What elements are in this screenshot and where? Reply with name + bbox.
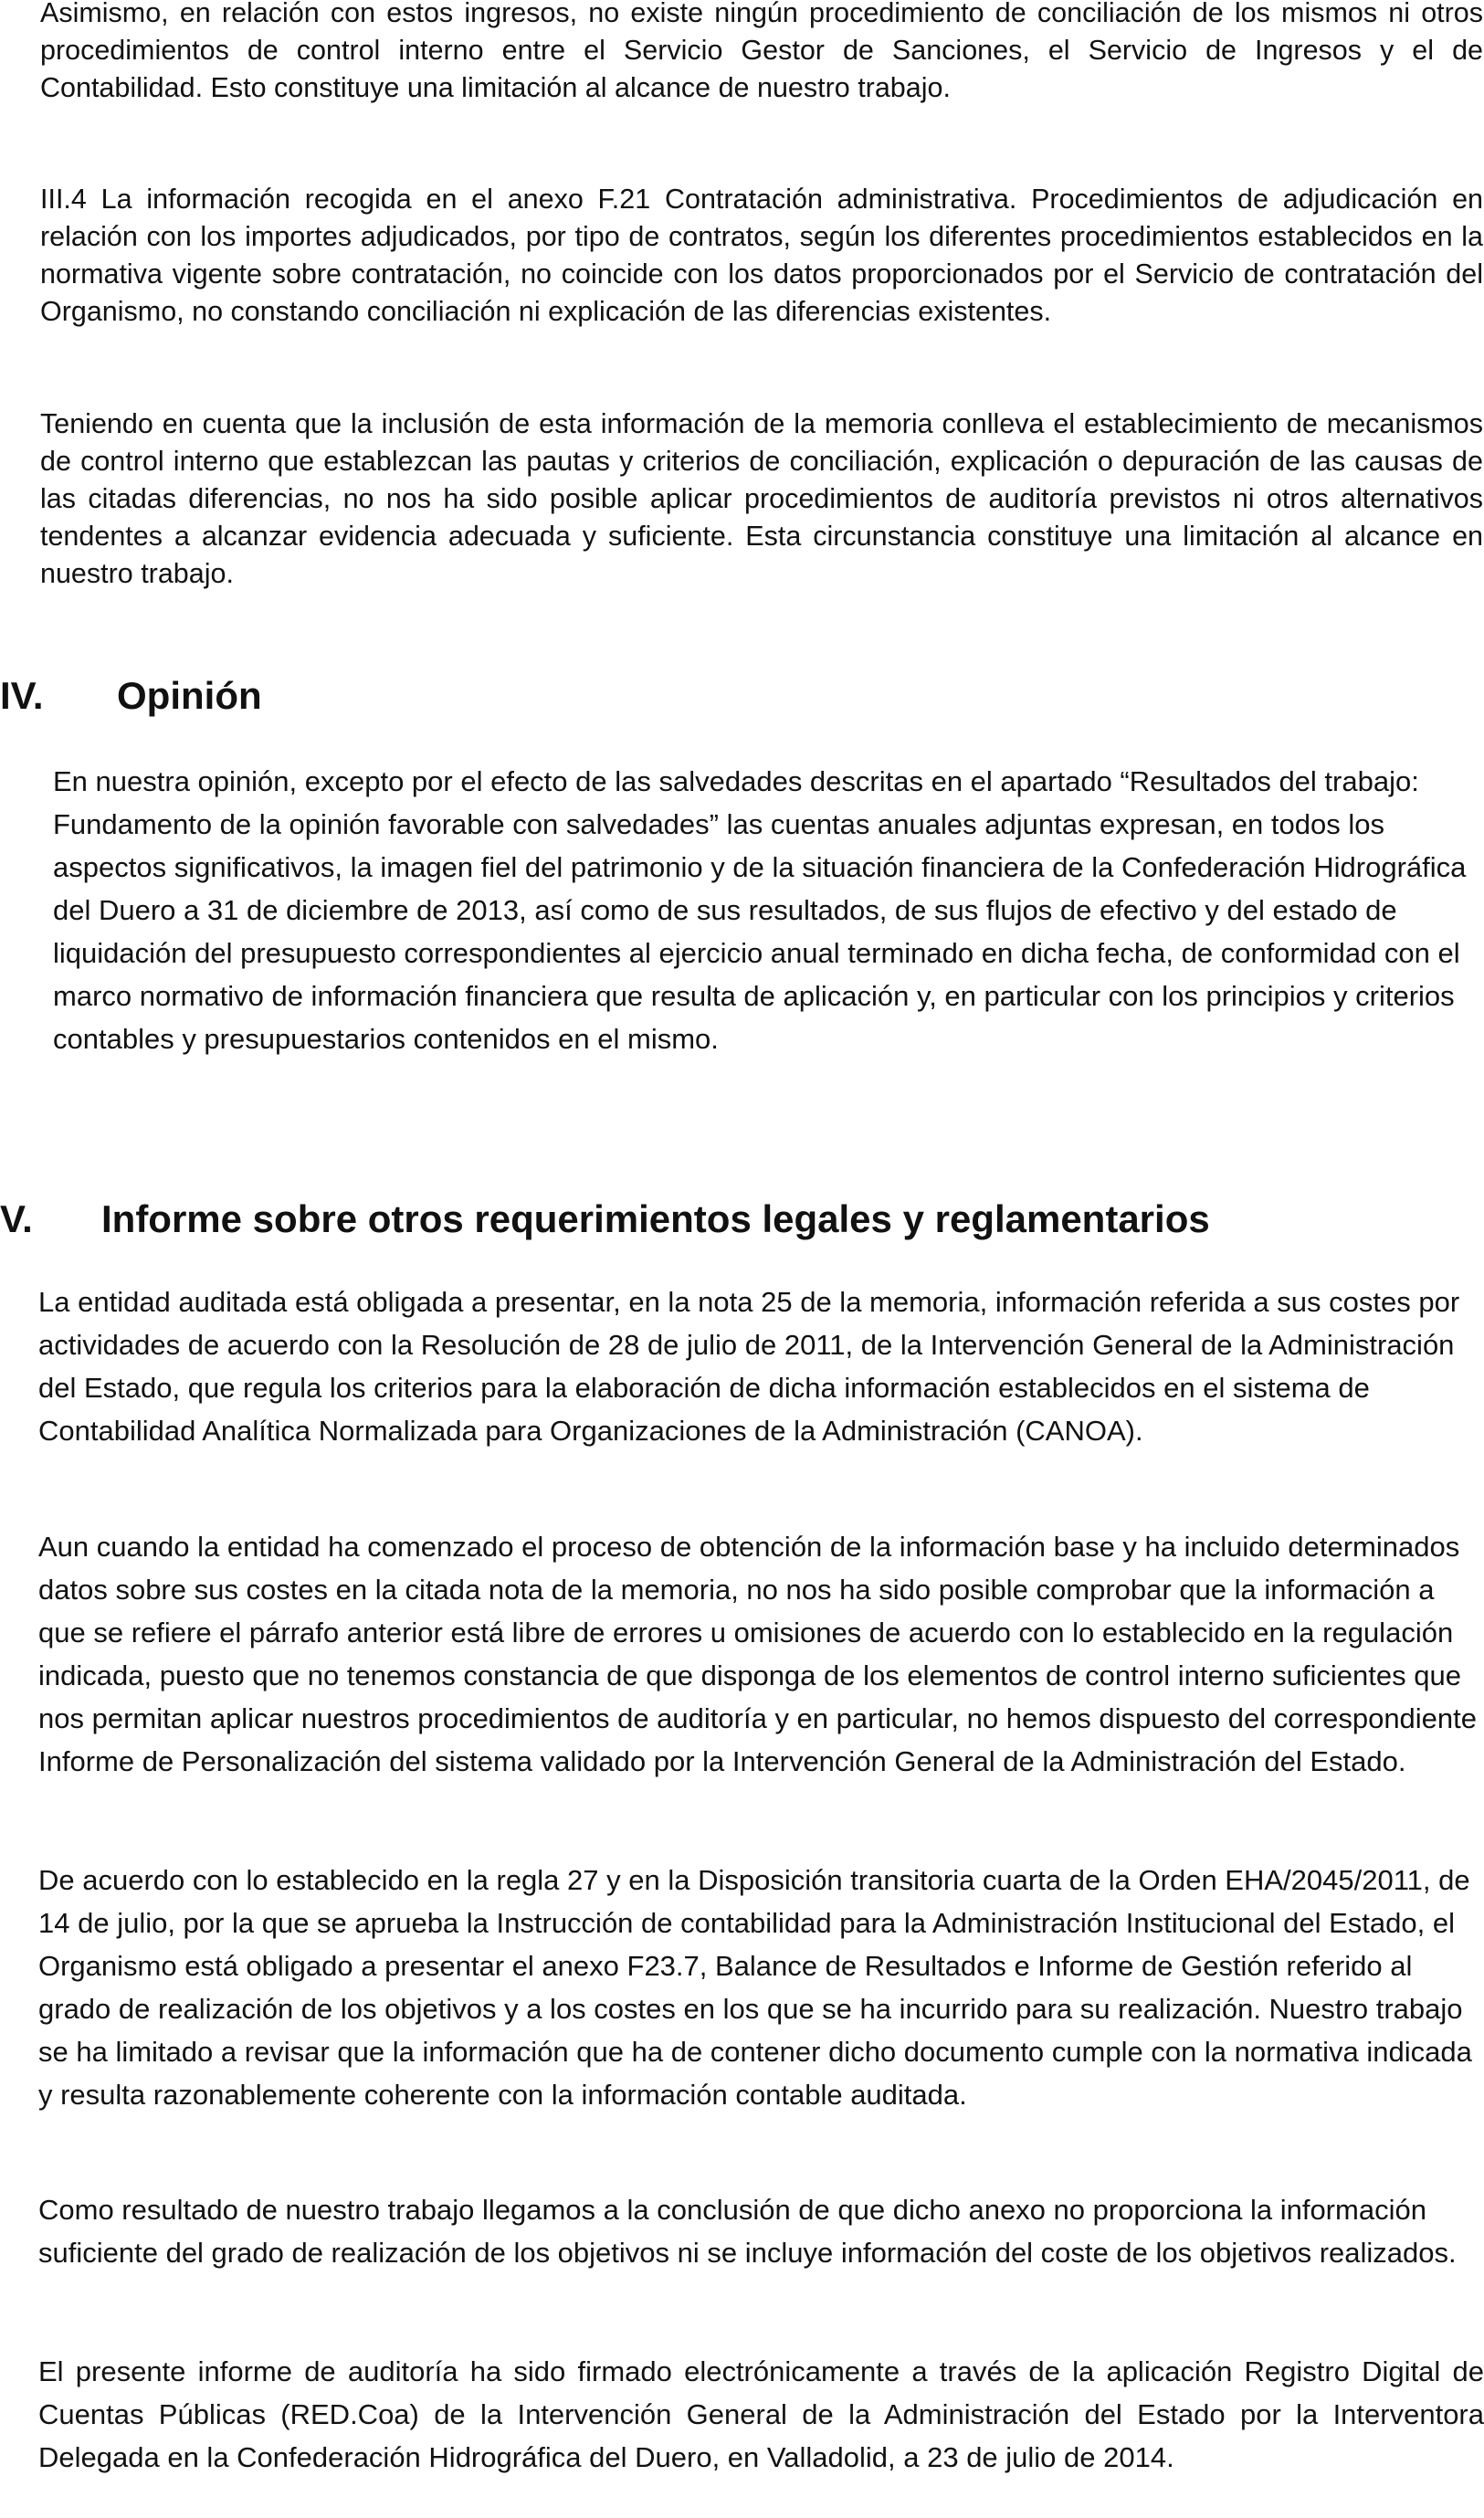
paragraph-costes-canoa: La entidad auditada está obligada a presentar, en la nota 25 de la memoria, información referida a sus costes por actividades de acuerdo con la Resolución de 28 de julio de 2011, de la Intervención General de la Administración del Estado, que regula los criterios para la elaboración de dicha información establecidos en el sistema de Contabilidad Analítica Normalizada para Organizaciones de la Administración (CANOA). (38, 1286, 1460, 1447)
paragraph-conclusion-anexo: Como resultado de nuestro trabajo llegamos a la conclusión de que dicho anexo no proporciona la información suficiente del grado de realización de los objetivos ni se incluye información del coste de los objetivos realizados. (38, 2194, 1457, 2269)
section-number: V. (0, 1197, 33, 1240)
section-number: IV. (0, 674, 44, 717)
paragraph-conciliacion-ingresos: Asimismo, en relación con estos ingresos, no existe ningún procedimiento de conciliación de los mismos ni otros procedimientos de control interno entre el Servicio Gestor de Sanciones, el Servicio de Ingresos y el de Contabilidad. Esto constituye una limitación al alcance de nuestro trabajo. (40, 0, 1483, 103)
section-v-heading (0, 1196, 1210, 1242)
paragraph-opinion: En nuestra opinión, excepto por el efecto de las salvedades descritas en el apartado “Resultados del trabajo: Fundamento de la opinión favorable con salvedades” las cuentas anuales adjuntas expresan, en todos los aspectos significativos, la imagen fiel del patrimonio y de la situación financiera de la Confederación Hidrográfica del Duero a 31 de diciembre de 2013, así como de sus resultados, de sus flujos de efectivo y del estado de liquidación del presupuesto correspondientes al ejercicio anual terminado en dicha fecha, de conformidad con el marco normativo de información financiera que resulta de aplicación y, en particular con los principios y criterios contables y presupuestarios contenidos en el mismo. (53, 765, 1467, 1055)
section-iv-heading (0, 673, 262, 719)
paragraph-firma-electronica: El presente informe de auditoría ha sido firmado electrónicamente a través de la aplicación Registro Digital de Cuentas Públicas (RED.Coa) de la Intervención General de la Administración del Estado por la Interventora Delegada en la Confederación Hidrográfica del Duero, en Valladolid, a 23 de julio de 2014. (38, 2355, 1484, 2473)
section-title: Informe sobre otros requerimientos legales y reglamentarios (101, 1197, 1210, 1240)
paragraph-limitacion-alcance: Teniendo en cuenta que la inclusión de esta información de la memoria conlleva el establecimiento de mecanismos de control interno que establezcan las pautas y criterios de conciliación, explicación o depuración de las causas de las citadas diferencias, no nos ha sido posible aplicar procedimientos de auditoría previstos ni otros alternativos tendentes a alcanzar evidencia adecuada y suficiente. Esta circunstancia constituye una limitación al alcance en nuestro trabajo. (40, 408, 1483, 589)
paragraph-anexo-f23-7: De acuerdo con lo establecido en la regla 27 y en la Disposición transitoria cuarta de la Orden EHA/2045/2011, de 14 de julio, por la que se aprueba la Instrucción de contabilidad para la Administración Institucional del Estado, el Organismo está obligado a presentar el anexo F23.7, Balance de Resultados e Informe de Gestión referido al grado de realización de los objetivos y a los costes en los que se ha incurrido para su realización. Nuestro trabajo se ha limitado a revisar que la información que ha de contener dicho documento cumple con la normativa indicada y resulta razonablemente coherente con la información contable auditada. (38, 1864, 1472, 2111)
paragraph-informe-personalizacion: Aun cuando la entidad ha comenzado el proceso de obtención de la información base y ha incluido determinados datos sobre sus costes en la citada nota de la memoria, no nos ha sido posible comprobar que la información a que se refiere el párrafo anterior está libre de errores u omisiones de acuerdo con lo establecido en la regulación indicada, puesto que no tenemos constancia de que disponga de los elementos de control interno suficientes que nos permitan aplicar nuestros procedimientos de auditoría y en particular, no hemos dispuesto del correspondiente Informe de Personalización del sistema validado por la Intervención General de la Administración del Estado. (38, 1531, 1478, 1777)
paragraph-iii-4-contratacion: III.4 La información recogida en el anexo F.21 Contratación administrativa. Procedimientos de adjudicación en relación con los importes adjudicados, por tipo de contratos, según los diferentes procedimientos establecidos en la normativa vigente sobre contratación, no coincide con los datos proporcionados por el Servicio de contratación del Organismo, no constando conciliación ni explicación de las diferencias existentes. (40, 184, 1483, 327)
section-title: Opinión (117, 674, 262, 717)
